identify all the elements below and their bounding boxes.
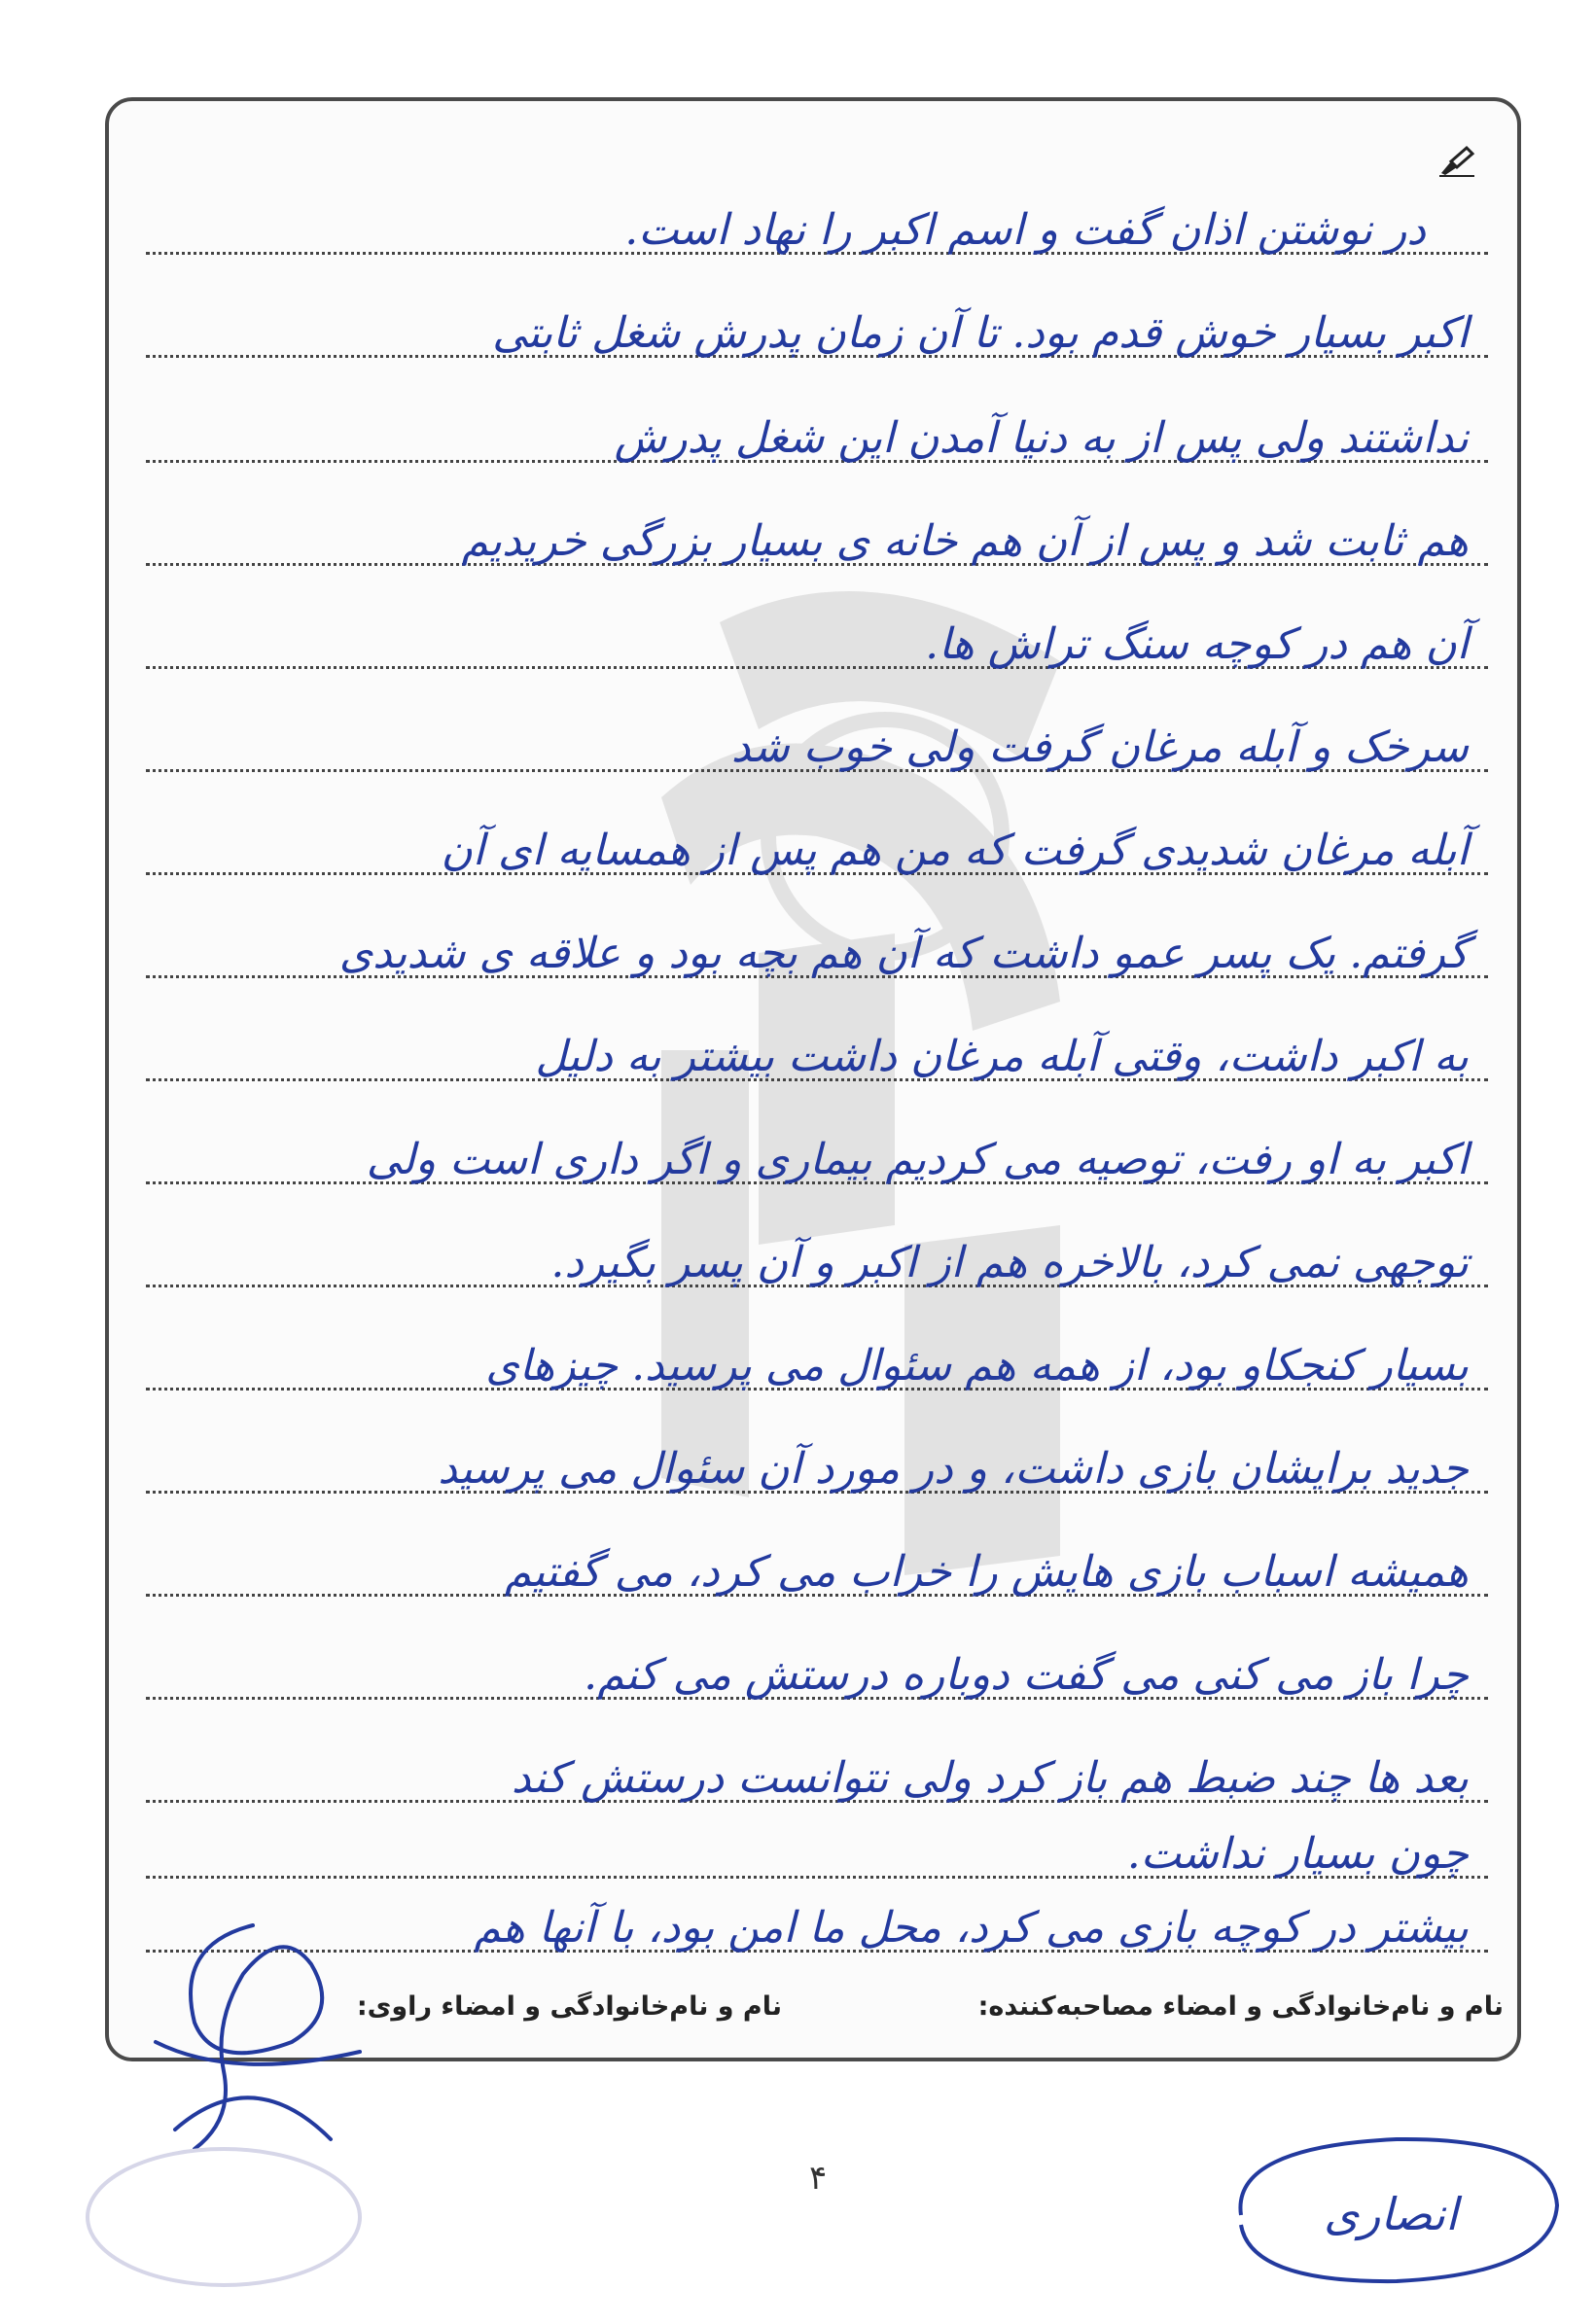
faint-stamp-impression: [78, 2139, 370, 2295]
ruled-line: [146, 413, 1488, 463]
handwritten-line: همیشه اسباب بازی هایش را خراب می کرد، می گفتیم: [504, 1547, 1469, 1597]
ruled-line: [146, 1444, 1488, 1494]
handwritten-line: سرخک و آبله مرغان گرفت ولی خوب شد: [730, 722, 1469, 772]
ruled-line: [146, 205, 1488, 255]
handwritten-line: بسیار کنجکاو بود، از همه هم سئوال می پرسید. چیزهای: [485, 1341, 1469, 1391]
handwritten-line: نداشتند ولی پس از به دنیا آمدن این شغل پدرش: [614, 413, 1469, 463]
handwritten-line: به اکبر داشت، وقتی آبله مرغان داشت بیشتر به دلیل: [535, 1032, 1469, 1081]
handwritten-line: آبله مرغان شدیدی گرفت که من هم پس از همسایه ای آن: [441, 826, 1469, 875]
ruled-line: [146, 308, 1488, 358]
handwritten-line: توجهی نمی کرد، بالاخره هم از اکبر و آن پسر بگیرد.: [550, 1238, 1469, 1287]
ruled-line: [146, 1547, 1488, 1597]
handwritten-line: بعد ها چند ضبط هم باز کرد ولی نتوانست درستش کند: [511, 1753, 1469, 1803]
ruled-line: [146, 1135, 1488, 1184]
handwritten-signature: [136, 1906, 370, 2159]
handwritten-line: هم ثابت شد و پس از آن هم خانه ی بسیار بزرگی خریدیم: [461, 516, 1469, 566]
stamp-name: انصاری: [1324, 2188, 1458, 2240]
handwritten-line: آن هم در کوچه سنگ تراش ها.: [925, 619, 1469, 669]
ruled-line: [146, 929, 1488, 978]
handwritten-line: اکبر بسیار خوش قدم بود. تا آن زمان پدرش شغل ثابتی: [492, 308, 1469, 358]
ruled-line: [146, 1238, 1488, 1287]
ruled-line: [146, 1829, 1488, 1879]
handwritten-line: بیشتر در کوچه بازی می کرد، محل ما امن بود، با آنها هم: [474, 1903, 1469, 1953]
handwritten-line: چرا باز می کنی می گفت دوباره درستش می کنم.: [584, 1650, 1469, 1700]
ruled-line: [146, 826, 1488, 875]
ruled-line: [146, 619, 1488, 669]
ruled-line: [146, 1650, 1488, 1700]
ruled-line: [146, 1753, 1488, 1803]
page-number: ۴: [809, 2159, 828, 2198]
handwritten-line: جدید برایشان بازی داشت، و در مورد آن سئوال می پرسید: [438, 1444, 1469, 1494]
ruled-line: [146, 516, 1488, 566]
ruled-line: [146, 722, 1488, 772]
narrator-signature-label: نام و نام‌خانوادگی و امضاء راوی:: [356, 1991, 782, 2022]
handwritten-line: گرفتم. یک پسر عمو داشت که آن هم بچه بود و علاقه ی شدیدی: [338, 929, 1469, 978]
interviewer-signature-label: نام و نام‌خانوادگی و امضاء مصاحبه‌کننده:: [977, 1991, 1504, 2022]
handwritten-line: در نوشتن اذان گفت و اسم اکبر را نهاد است.: [624, 205, 1426, 255]
handwritten-line: چون بسیار نداشت.: [1126, 1829, 1469, 1879]
handwritten-lines-area: [146, 109, 1488, 1953]
ruled-line: [146, 1032, 1488, 1081]
handwritten-line: اکبر به او رفت، توصیه می کردیم بیماری و اگر داری است ولی: [366, 1135, 1469, 1184]
ruled-line: [146, 1341, 1488, 1391]
